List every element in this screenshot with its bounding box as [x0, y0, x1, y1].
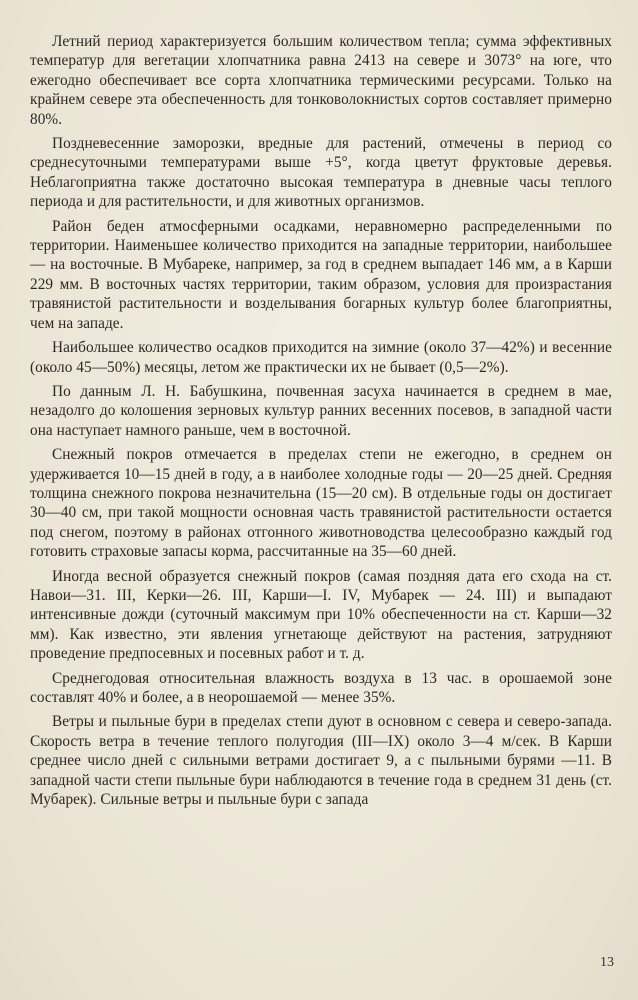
paragraph-summer-heat: Летний период характеризуется большим количеством тепла; сумма эффективных температур для вегетации хлопчатника равна 2413 на севере и 3073° на юге, что ежегодно обеспечивает все сорта хлопчатника термическими ресурсами. Только на крайнем севере эта обеспеченность для тонковолокнистых сортов составляет примерно 80%. — [30, 33, 612, 128]
paragraph-snow-cover: Снежный покров отмечается в пределах степи не ежегодно, в среднем он удерживается 10—15 дней в году, а в наиболее холодные годы — 20—25 дней. Средняя толщина снежного покрова незначительна (15—20 см). В отдельные годы он достигает 30—40 см, при такой мощности основная часть травянистой растительности остается под снегом, поэтому в районах отгонного животноводства целесообразно каждый год готовить страховые запасы корма, рассчитанные на 35—60 дней. — [30, 446, 612, 561]
paragraph-spring-snow: Иногда весной образуется снежный покров (самая поздняя дата его схода на ст. Навои—31. III, Керки—26. III, Карши—I. IV, Мубарек — 24. III) и выпадают интенсивные дожди (суточный максимум при 10% обеспеченности на ст. Карши—32 мм). Как известно, эти явления угнетающе действуют на растения, затрудняют проведение предпосевных и посевных работ и т. д. — [30, 567, 612, 663]
paragraph-winds: Ветры и пыльные бури в пределах степи дуют в основном с севера и северо-запада. Скорость ветра в течение теплого полугодия (III—IX) около 3—4 м/сек. В Карши среднее число дней с сильными ветрами достигает 9, а с пыльными бурями —11. В западной части степи пыльные бури наблюдаются в течение года в среднем 31 день (ст. Мубарек). Сильные ветры и пыльные бури с запада — [30, 713, 612, 809]
paragraph-late-frosts: Поздневесенние заморозки, вредные для растений, отмечены в период со среднесуточными температурами выше +5°, когда цветут фруктовые деревья. Неблагоприятна также достаточно высокая температура в дневные часы теплого периода и для растительности, и для животных организмов. — [30, 135, 612, 211]
paragraph-seasonal-precipitation: Наибольшее количество осадков приходится на зимние (около 37—42%) и весенние (около 45—50%) месяцы, летом же практически их не бывает (0,5—2%). — [30, 339, 612, 376]
paragraph-precipitation: Район беден атмосферными осадками, неравномерно распределенными по территории. Наименьшее количество приходится на западные территории, наибольшее — на восточные. В Мубареке, например, за год в среднем выпадает 146 мм, а в Карши 229 мм. В восточных частях территории, таким образом, условия для произрастания травянистой растительности и возделывания богарных культур более благоприятны, чем на западе. — [30, 217, 612, 332]
body-text — [30, 32, 612, 814]
paragraph-humidity: Среднегодовая относительная влажность воздуха в 13 час. в орошаемой зоне составлят 40% и более, а в неорошаемой — менее 35%. — [30, 669, 612, 706]
paragraph-soil-drought: По данным Л. Н. Бабушкина, почвенная засуха начинается в среднем в мае, незадолго до колошения зерновых культур ранних весенних посевов, в западной части она наступает намного раньше, чем в восточной. — [30, 382, 612, 439]
page-number: 13 — [600, 955, 614, 970]
